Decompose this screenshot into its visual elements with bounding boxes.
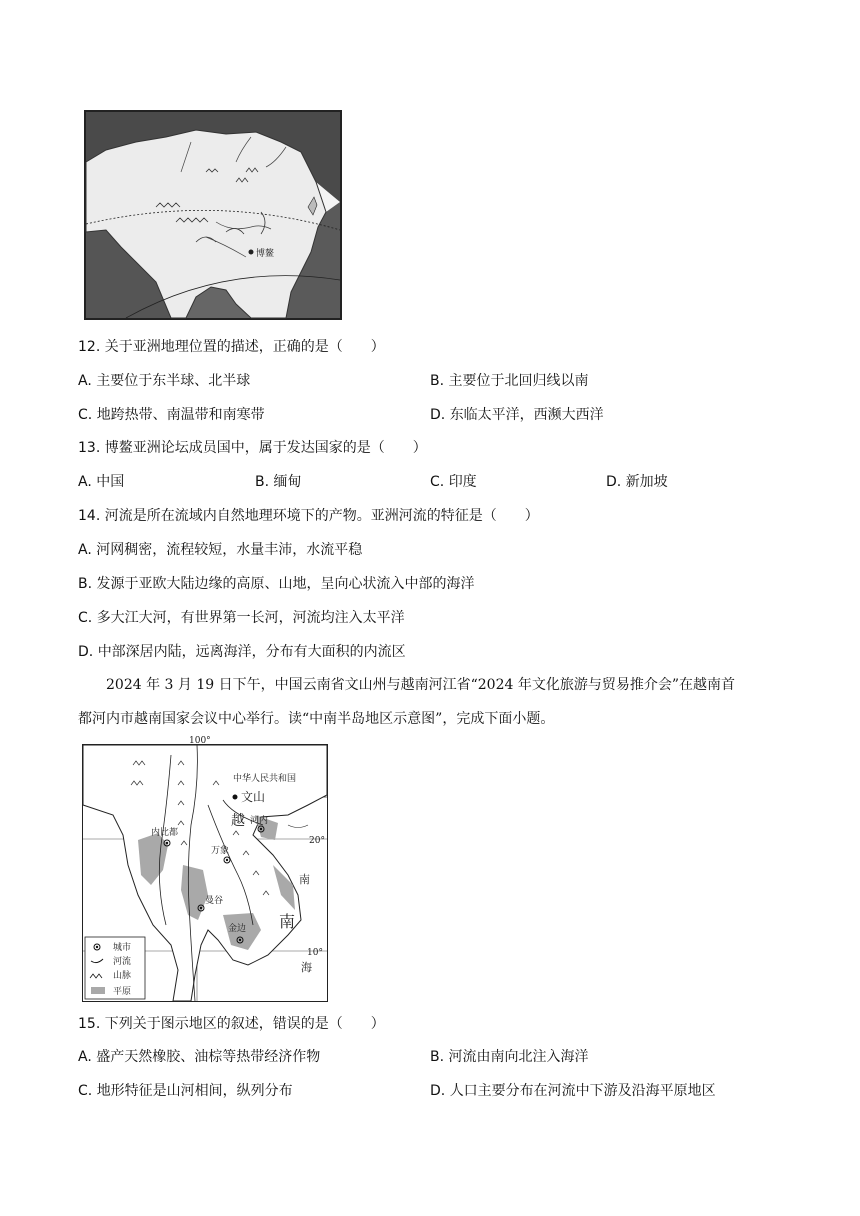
- asia-map: [84, 110, 342, 320]
- option-text: 发源于亚欧大陆边缘的高原、山地，呈向心状流入中部的海洋: [96, 576, 475, 592]
- option-text: 中部深居内陆，远离海洋，分布有大面积的内流区: [97, 644, 406, 660]
- city-vientiane: 万象: [211, 846, 230, 856]
- option-text: 东临太平洋，西濒大西洋: [449, 407, 604, 423]
- indochina-map-svg: [83, 736, 327, 1001]
- option-13-d[interactable]: [606, 473, 668, 491]
- option-text: 中国: [96, 474, 125, 490]
- legend-city: 城市: [113, 943, 132, 953]
- question-stem: 下列关于图示地区的叙述，错误的是（ ）: [104, 1016, 385, 1032]
- south-sea-char: 南: [299, 873, 310, 886]
- option-15-d[interactable]: [430, 1082, 716, 1100]
- option-text: 河网稠密，流程较短，水量丰沛，水流平稳: [96, 542, 363, 558]
- option-15-c[interactable]: [78, 1082, 293, 1100]
- passage: [78, 668, 768, 736]
- viet-char: 越: [231, 813, 245, 829]
- question-number: 15.: [78, 1016, 101, 1032]
- option-14-b[interactable]: [78, 575, 475, 593]
- option-15-b[interactable]: [430, 1048, 589, 1066]
- passage-line-2: 都河内市越南国家会议中心举行。读“中南半岛地区示意图”，完成下面小题。: [78, 711, 555, 727]
- option-key: D.: [430, 1083, 446, 1099]
- question-14: [78, 507, 539, 525]
- passage-line-1: 2024 年 3 月 19 日下午，中国云南省文山州与越南河江省“2024 年文化旅游与贸易推介会”在越南首: [106, 677, 735, 693]
- legend-plain: 平原: [113, 987, 132, 997]
- lat-10-label: 10°: [307, 948, 323, 958]
- lat-20-label: 20°: [309, 836, 325, 846]
- question-number: 12.: [78, 339, 101, 355]
- option-key: A.: [78, 474, 92, 490]
- lon-100-label: 100°: [189, 736, 211, 746]
- question-15: [78, 1015, 385, 1033]
- question-12: [78, 338, 385, 356]
- option-text: 多大江大河，有世界第一长河，河流均注入太平洋: [96, 610, 405, 626]
- city-naypyidaw: 内比都: [151, 828, 179, 838]
- option-text: 主要位于北回归线以南: [448, 373, 589, 389]
- option-text: 人口主要分布在河流中下游及沿海平原地区: [449, 1083, 716, 1099]
- option-text: 河流由南向北注入海洋: [448, 1049, 589, 1065]
- question-13: [78, 439, 427, 457]
- option-key: B.: [255, 474, 270, 490]
- city-dot: [233, 795, 238, 800]
- question-stem: 河流是所在流域内自然地理环境下的产物。亚洲河流的特征是（ ）: [104, 508, 539, 524]
- option-key: A.: [78, 1049, 92, 1065]
- option-text: 地形特征是山河相间，纵列分布: [96, 1083, 293, 1099]
- option-12-b[interactable]: [430, 372, 589, 390]
- option-key: B.: [430, 1049, 445, 1065]
- option-key: C.: [78, 407, 93, 423]
- china-label: 中华人民共和国: [233, 774, 297, 784]
- option-13-c[interactable]: [430, 473, 477, 491]
- nan-char: 南: [279, 912, 296, 931]
- legend-mountain: 山脉: [113, 971, 132, 981]
- option-key: C.: [78, 610, 93, 626]
- option-12-c[interactable]: [78, 406, 265, 424]
- option-12-a[interactable]: [78, 372, 250, 390]
- option-13-a[interactable]: [78, 473, 124, 491]
- option-14-a[interactable]: [78, 541, 362, 559]
- option-text: 新加坡: [625, 474, 668, 490]
- question-stem: 关于亚洲地理位置的描述，正确的是（ ）: [104, 339, 385, 355]
- legend-river: 河流: [113, 957, 132, 967]
- option-key: C.: [430, 474, 445, 490]
- question-stem: 博鳌亚洲论坛成员国中，属于发达国家的是（ ）: [104, 440, 427, 456]
- option-key: A.: [78, 542, 92, 558]
- option-12-d[interactable]: [430, 406, 604, 424]
- question-number: 14.: [78, 508, 101, 524]
- option-key: B.: [430, 373, 445, 389]
- option-key: D.: [430, 407, 446, 423]
- option-14-d[interactable]: [78, 643, 406, 661]
- option-text: 缅甸: [273, 474, 302, 490]
- option-text: 印度: [448, 474, 477, 490]
- option-text: 主要位于东半球、北半球: [96, 373, 251, 389]
- option-key: C.: [78, 1083, 93, 1099]
- city-wenshan: 文山: [241, 790, 266, 804]
- sea-char: 海: [301, 961, 312, 974]
- option-key: A.: [78, 373, 92, 389]
- asia-map-svg: [86, 112, 340, 318]
- option-key: B.: [78, 576, 93, 592]
- indochina-map: [82, 736, 328, 1002]
- city-bangkok: 曼谷: [205, 896, 224, 906]
- question-number: 13.: [78, 440, 101, 456]
- option-text: 盛产天然橡胶、油棕等热带经济作物: [96, 1049, 321, 1065]
- option-text: 地跨热带、南温带和南寒带: [96, 407, 265, 423]
- option-13-b[interactable]: [255, 473, 302, 491]
- boao-label: 博鳌: [256, 249, 275, 259]
- option-14-c[interactable]: [78, 609, 405, 627]
- plain-legend-icon: [91, 987, 105, 994]
- option-key: D.: [78, 644, 94, 660]
- city-phnompenh: 金边: [228, 924, 247, 934]
- option-key: D.: [606, 474, 622, 490]
- option-15-a[interactable]: [78, 1048, 320, 1066]
- city-hanoi: 河内: [250, 816, 269, 826]
